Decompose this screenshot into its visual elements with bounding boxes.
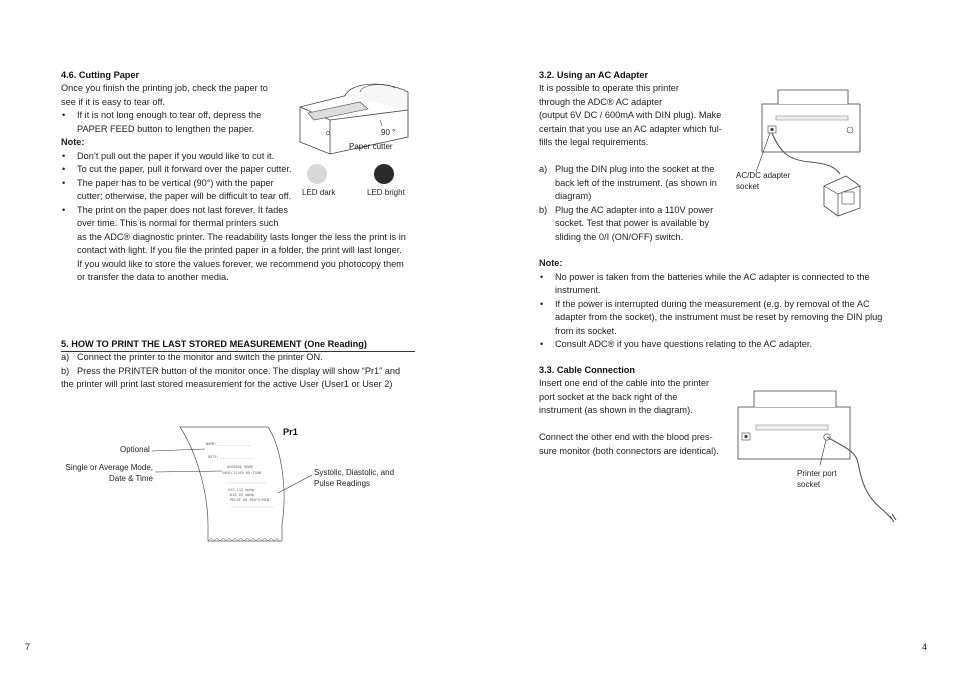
step-key: a) — [61, 352, 70, 362]
section-3-3-heading: 3.3. Cable Connection — [539, 365, 635, 375]
text-line: Connect the other end with the blood pres- — [539, 432, 713, 442]
text-line: port socket at the back right of the — [539, 391, 678, 402]
note-bullet — [539, 338, 899, 352]
step-a — [61, 351, 421, 365]
label-line: Systolic, Diastolic, and — [314, 468, 395, 477]
text-line: If you would like to store the values forever, we recommend you photocopy them — [77, 258, 404, 269]
text-line: cutter; otherwise, the paper will be difficult to tear off. — [77, 191, 292, 201]
note-label: Note: — [539, 258, 563, 268]
mode-datetime-label — [60, 463, 153, 484]
note-label: Note: — [61, 137, 85, 147]
optional-label: Optional — [120, 445, 150, 454]
text-line: instrument (as shown in the diagram). — [539, 405, 693, 415]
text-line: Plug the AC adapter into a 110V power — [555, 204, 714, 215]
step-key: a) — [539, 164, 548, 174]
led-indicators — [300, 162, 410, 190]
text-line: • If the power is interrupted during the measurement (e.g. by removal of the AC — [555, 298, 870, 309]
ac-adapter-illustration — [728, 86, 898, 221]
text-line: adapter from the socket), the instrument must be reset by removing the DIN plug — [555, 312, 883, 322]
led-dark-label: LED dark — [302, 188, 336, 197]
label-line: Date & Time — [108, 473, 153, 483]
led-bright-label: LED bright — [367, 188, 405, 197]
label-line: socket — [797, 479, 821, 489]
section-4-6-heading: 4.6. Cutting Paper — [61, 70, 140, 80]
text-line: • If it is not long enough to tear off, depress the — [77, 110, 262, 120]
label-line: AC/DC adapter — [736, 171, 791, 180]
receipt-pulse-line: PULSE 60 BEATS/MIN — [230, 498, 269, 502]
note-bullet — [61, 150, 301, 164]
text-line: see if it is easy to tear off. — [61, 96, 166, 107]
text-line: Once you finish the printing job, check the paper to — [61, 83, 268, 93]
text-line: (output 6V DC / 600mA with DIN plug). Make — [539, 110, 722, 120]
text-line: • The paper has to be vertical (90°) with the paper — [77, 177, 274, 188]
text-line: • The print on the paper does not last forever. It fades — [77, 204, 288, 215]
step-a — [539, 163, 739, 204]
bullet-item — [61, 109, 301, 136]
note-bullet — [61, 163, 301, 177]
text-line: through the ADC® AC adapter — [539, 96, 663, 107]
text-line: diagram) — [555, 191, 592, 201]
text-line: or transfer the data to another media. — [77, 272, 229, 282]
text-line: as the ADC® diagnostic printer. The readability lasts longer the less the print is in — [77, 231, 406, 242]
step-b — [539, 204, 739, 245]
step-text: the printer will print last stored measurement for the active User (User1 or User 2) — [61, 379, 393, 389]
receipt-illustration — [150, 425, 310, 550]
readings-label — [314, 468, 394, 489]
text-line: sliding the 0/I (ON/OFF) switch. — [555, 231, 684, 242]
text-line: Insert one end of the cable into the printer — [539, 378, 710, 388]
section-3-2-steps — [539, 163, 739, 244]
section-3-2-note — [539, 257, 899, 352]
text-line: • No power is taken from the batteries while the AC adapter is connected to the — [555, 271, 870, 282]
text-line: fills the legal requirements. — [539, 137, 649, 147]
text-line: • Don’t pull out the paper if you would like to cut it. — [77, 150, 275, 161]
note-bullet — [539, 298, 899, 339]
step-text: Press the PRINTER button of the monitor once. The display will show “Pr1” and — [77, 365, 401, 376]
text-line: instrument. — [555, 285, 601, 295]
label-line: Single or Average Mode, — [65, 463, 153, 472]
text-line: socket. Test that power is available by — [555, 218, 710, 228]
note-bullet — [61, 204, 437, 285]
text-line: sure monitor (both connectors are identical). — [539, 445, 719, 456]
paper-cutter-label: Paper cutter — [349, 142, 393, 151]
text-line: contact with light. If you file the printed paper in a folder, the print will last longer. — [77, 245, 402, 255]
note-bullet — [539, 271, 899, 298]
section-5-steps — [61, 351, 421, 392]
text-line: over time. This is normal for thermal printers such — [77, 218, 279, 228]
led-bright-icon — [374, 164, 394, 184]
receipt-dia-line: DIA 65 mmHg — [230, 493, 254, 497]
page-number-left: 7 — [25, 642, 31, 652]
text-line: It is possible to operate this printer — [539, 83, 679, 93]
printer-port-socket-label — [797, 469, 837, 490]
label-line: Pulse Readings — [314, 478, 371, 488]
page-number-right: 4 — [922, 642, 928, 652]
text-line: from its socket. — [555, 325, 617, 336]
text-line: • Consult ADC® if you have questions relating to the AC adapter. — [555, 339, 813, 349]
label-line: socket — [736, 181, 760, 191]
pr1-label: Pr1 — [283, 427, 298, 437]
receipt-datetime-line: 2005/11/09 09:33AM — [222, 471, 261, 475]
cable-connection-illustration — [734, 385, 904, 530]
text-line: certain that you use an AC adapter which ful- — [539, 123, 722, 134]
text-line: Plug the DIN plug into the socket at the — [555, 164, 715, 174]
step-key: b) — [61, 365, 70, 376]
section-3-2-intro — [539, 82, 739, 150]
receipt-date-line: DATE:________________ — [208, 455, 254, 459]
ac-adapter-socket-label — [736, 171, 790, 192]
section-3-2-heading: 3.2. Using an AC Adapter — [539, 70, 649, 80]
label-line: Printer port — [797, 469, 837, 478]
step-b — [61, 365, 421, 379]
angle-label: 90 ° — [381, 128, 396, 137]
text-line: PAPER FEED button to lengthen the paper. — [77, 123, 255, 134]
led-dark-icon — [307, 164, 327, 184]
section-3-3-body — [539, 377, 739, 458]
receipt-sys-line: SYS 115 mmHg — [228, 488, 254, 492]
text-line: • To cut the paper, pull it forward over the paper cutter. — [77, 164, 292, 174]
step-key: b) — [539, 204, 548, 215]
note-bullet — [61, 177, 301, 204]
receipt-name-line: NAME:________________ — [206, 442, 252, 446]
receipt-mode-line: AVERAGE MODE — [227, 465, 253, 469]
text-line: back left of the instrument. (as shown in — [555, 177, 717, 188]
step-text: Connect the printer to the monitor and switch the printer ON. — [77, 352, 323, 362]
section-5-heading: 5. HOW TO PRINT THE LAST STORED MEASUREMENT (One Reading) — [61, 338, 415, 352]
